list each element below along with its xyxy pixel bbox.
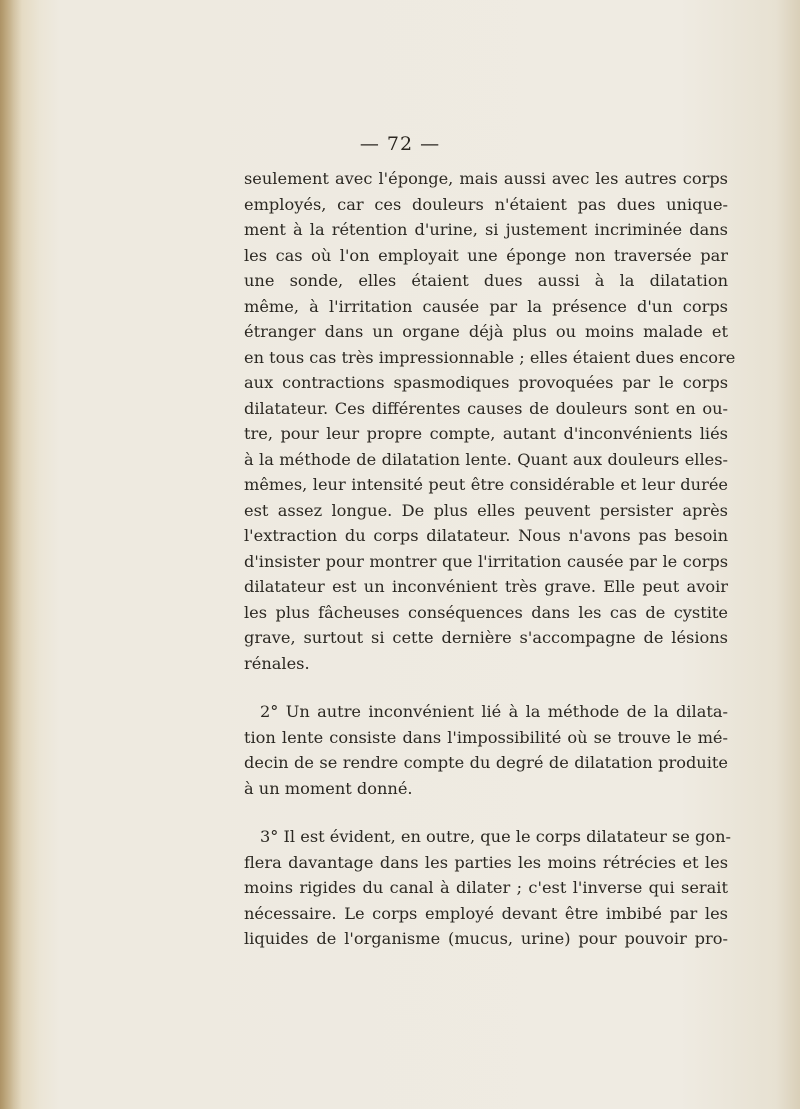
text-line: d'insister pour montrer que l'irritation causée par le corps <box>244 551 728 571</box>
text-line: dilatateur. Ces différentes causes de douleurs sont en ou- <box>244 398 728 418</box>
text-line: ment à la rétention d'urine, si justement incriminée dans <box>244 220 728 239</box>
text-line: employés, car ces douleurs n'étaient pas dues unique- <box>244 194 728 214</box>
text-line: tre, pour leur propre compte, autant d'inconvénients liés <box>244 424 728 443</box>
paragraph-1 <box>244 166 736 676</box>
text-line: 3° Il est évident, en outre, que le corps dilatateur se gon- <box>260 827 732 846</box>
text-line: 2° Un autre inconvénient lié à la méthode de la dilata- <box>260 702 728 721</box>
text-line: mêmes, leur intensité peut être considérable et leur durée <box>244 475 728 494</box>
text-line: les plus fâcheuses conséquences dans les cas de cystite <box>244 602 728 622</box>
page-number: — 72 — <box>359 133 441 155</box>
text-line: l'extraction du corps dilatateur. Nous n'avons pas besoin <box>244 526 728 545</box>
text-line: flera davantage dans les parties les moins rétrécies et les <box>244 852 728 872</box>
text-line: les cas où l'on employait une éponge non traversée par <box>244 245 728 265</box>
text-line: étranger dans un organe déjà plus ou moins malade et <box>244 322 728 341</box>
text-line: decin de se rendre compte du degré de dilatation produite <box>244 753 728 772</box>
text-line: une sonde, elles étaient dues aussi à la dilatation <box>244 271 728 290</box>
text-line: moins rigides du canal à dilater ; c'est l'inverse qui serait <box>244 878 728 897</box>
text-line: à un moment donné. <box>244 778 413 798</box>
text-line: à la méthode de dilatation lente. Quant aux douleurs elles- <box>244 449 728 469</box>
text-line: liquides de l'organisme (mucus, urine) pour pouvoir pro- <box>244 929 728 948</box>
text-line: est assez longue. De plus elles peuvent persister après <box>244 500 728 520</box>
text-line: tion lente consiste dans l'impossibilité où se trouve le mé- <box>244 727 728 747</box>
text-line: même, à l'irritation causée par la présence d'un corps <box>244 296 728 316</box>
body-text <box>244 166 736 952</box>
text-line: aux contractions spasmodiques provoquées par le corps <box>244 373 728 392</box>
text-line: grave, surtout si cette dernière s'accompagne de lésions <box>244 628 728 647</box>
text-line: seulement avec l'éponge, mais aussi avec les autres corps <box>244 169 728 188</box>
text-line: dilatateur est un inconvénient très grave. Elle peut avoir <box>244 577 728 596</box>
text-line: en tous cas très impressionnable ; elles étaient dues encore <box>244 347 736 367</box>
paragraph-3 <box>244 824 732 952</box>
text-line: rénales. <box>244 653 310 673</box>
paragraph-2 <box>244 699 728 801</box>
text-line: nécessaire. Le corps employé devant être imbibé par les <box>244 903 728 923</box>
